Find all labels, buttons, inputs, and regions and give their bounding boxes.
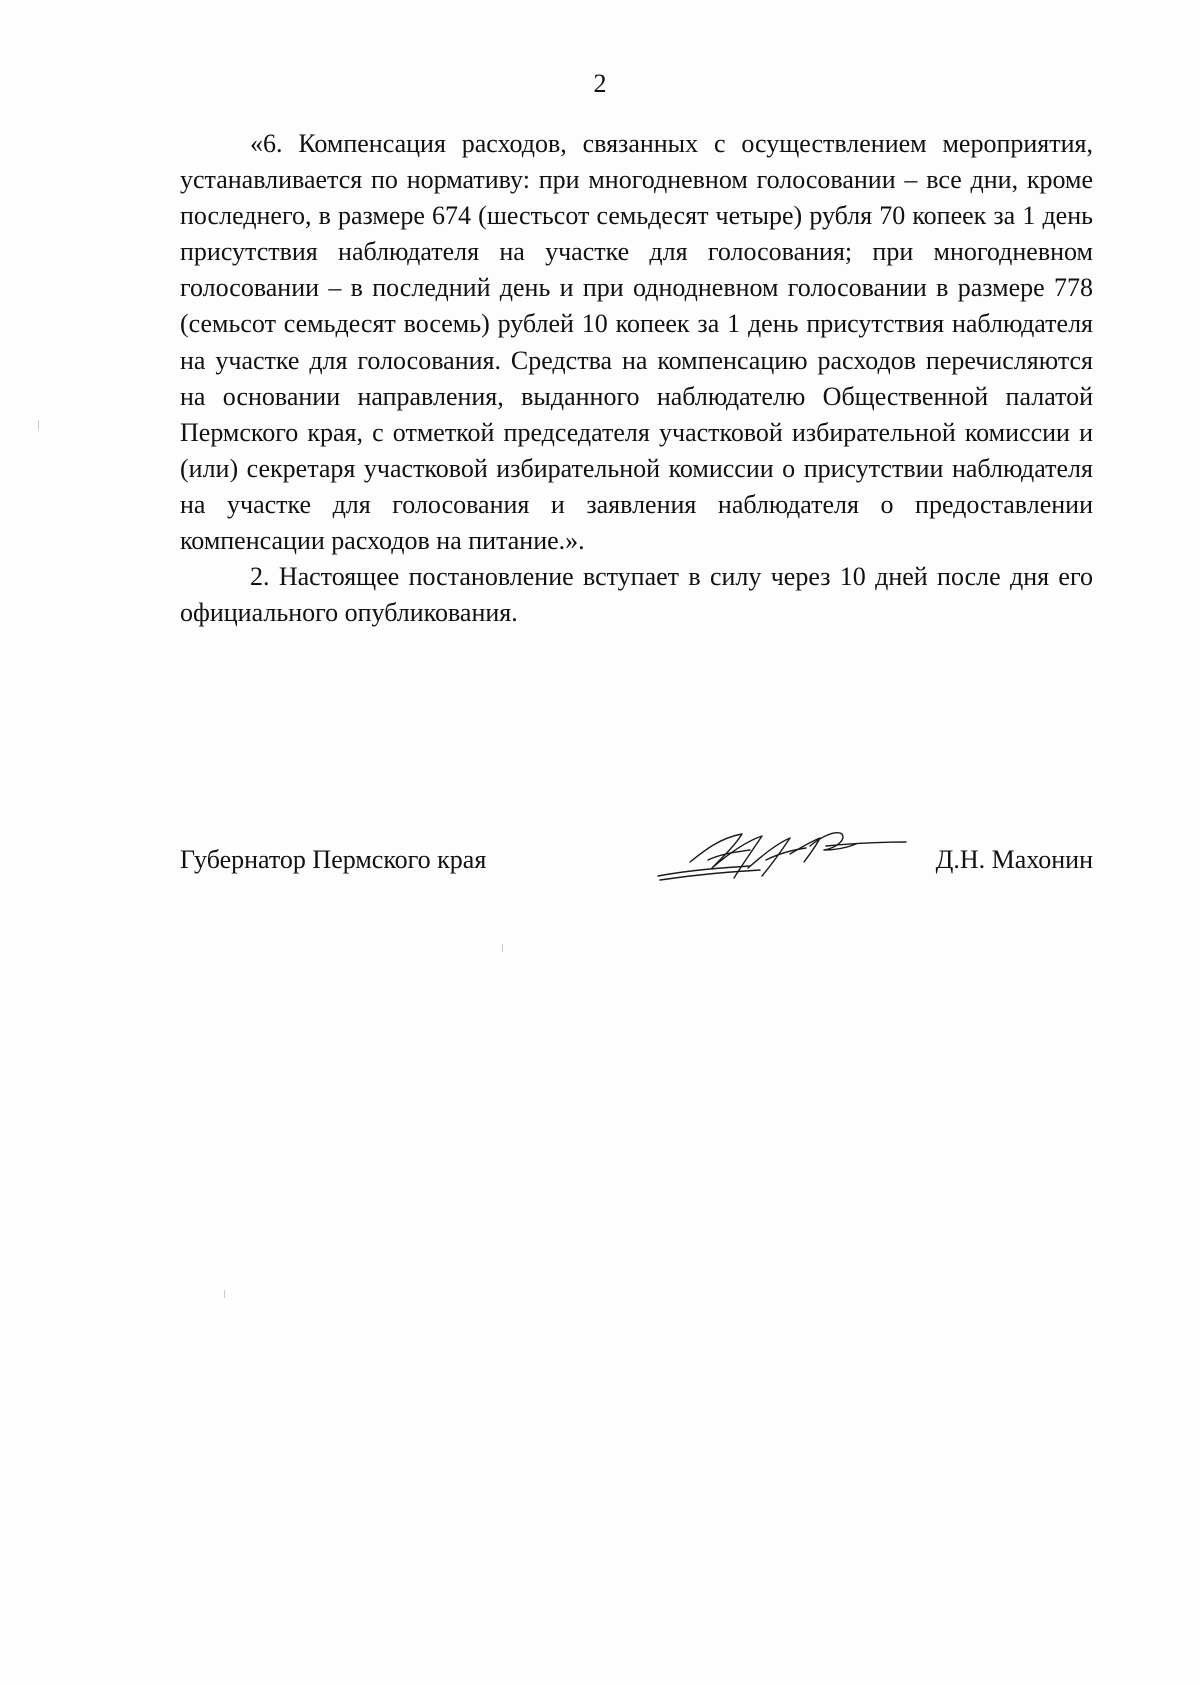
- page-number: 2: [593, 69, 607, 98]
- scan-speck: [38, 420, 39, 430]
- document-body: [180, 126, 1093, 631]
- signer-title: Губернатор Пермского края: [180, 845, 487, 874]
- scan-speck: [502, 944, 503, 952]
- signature-block: [180, 820, 1093, 900]
- paragraph-effective-date: 2. Настоящее постановление вступает в силу через 10 дней после дня его официального опубликования.: [180, 562, 1093, 628]
- paragraph-compensation: «6. Компенсация расходов, связанных с осуществлением мероприятия, устанавливается по нормативу: при многодневном голосовании – все дни, кроме последнего, в размере 674 (шестьсот семьдесят четыре) рубля 70 копеек за 1 день присутствия наблюдателя на участке для голосования; при многодневном голосовании – в последний день и при однодневном голосовании в размере 778 (семьсот семьдесят восемь) рублей 10 копеек за 1 день присутствия наблюдателя на участке для голосования. Средства на компенсацию расходов перечисляются на основании направления, выданного наблюдателю Общественной палатой Пермского края, с отметкой председателя участковой избирательной комиссии и (или) секретаря участковой избирательной комиссии о присутствии наблюдателя на участке для голосования и заявления наблюдателя о предоставлении компенсации расходов на питание.».: [180, 129, 1093, 556]
- scan-speck: [224, 1290, 225, 1298]
- handwritten-signature-icon: [650, 820, 910, 900]
- signer-name: Д.Н. Махонин: [935, 845, 1093, 874]
